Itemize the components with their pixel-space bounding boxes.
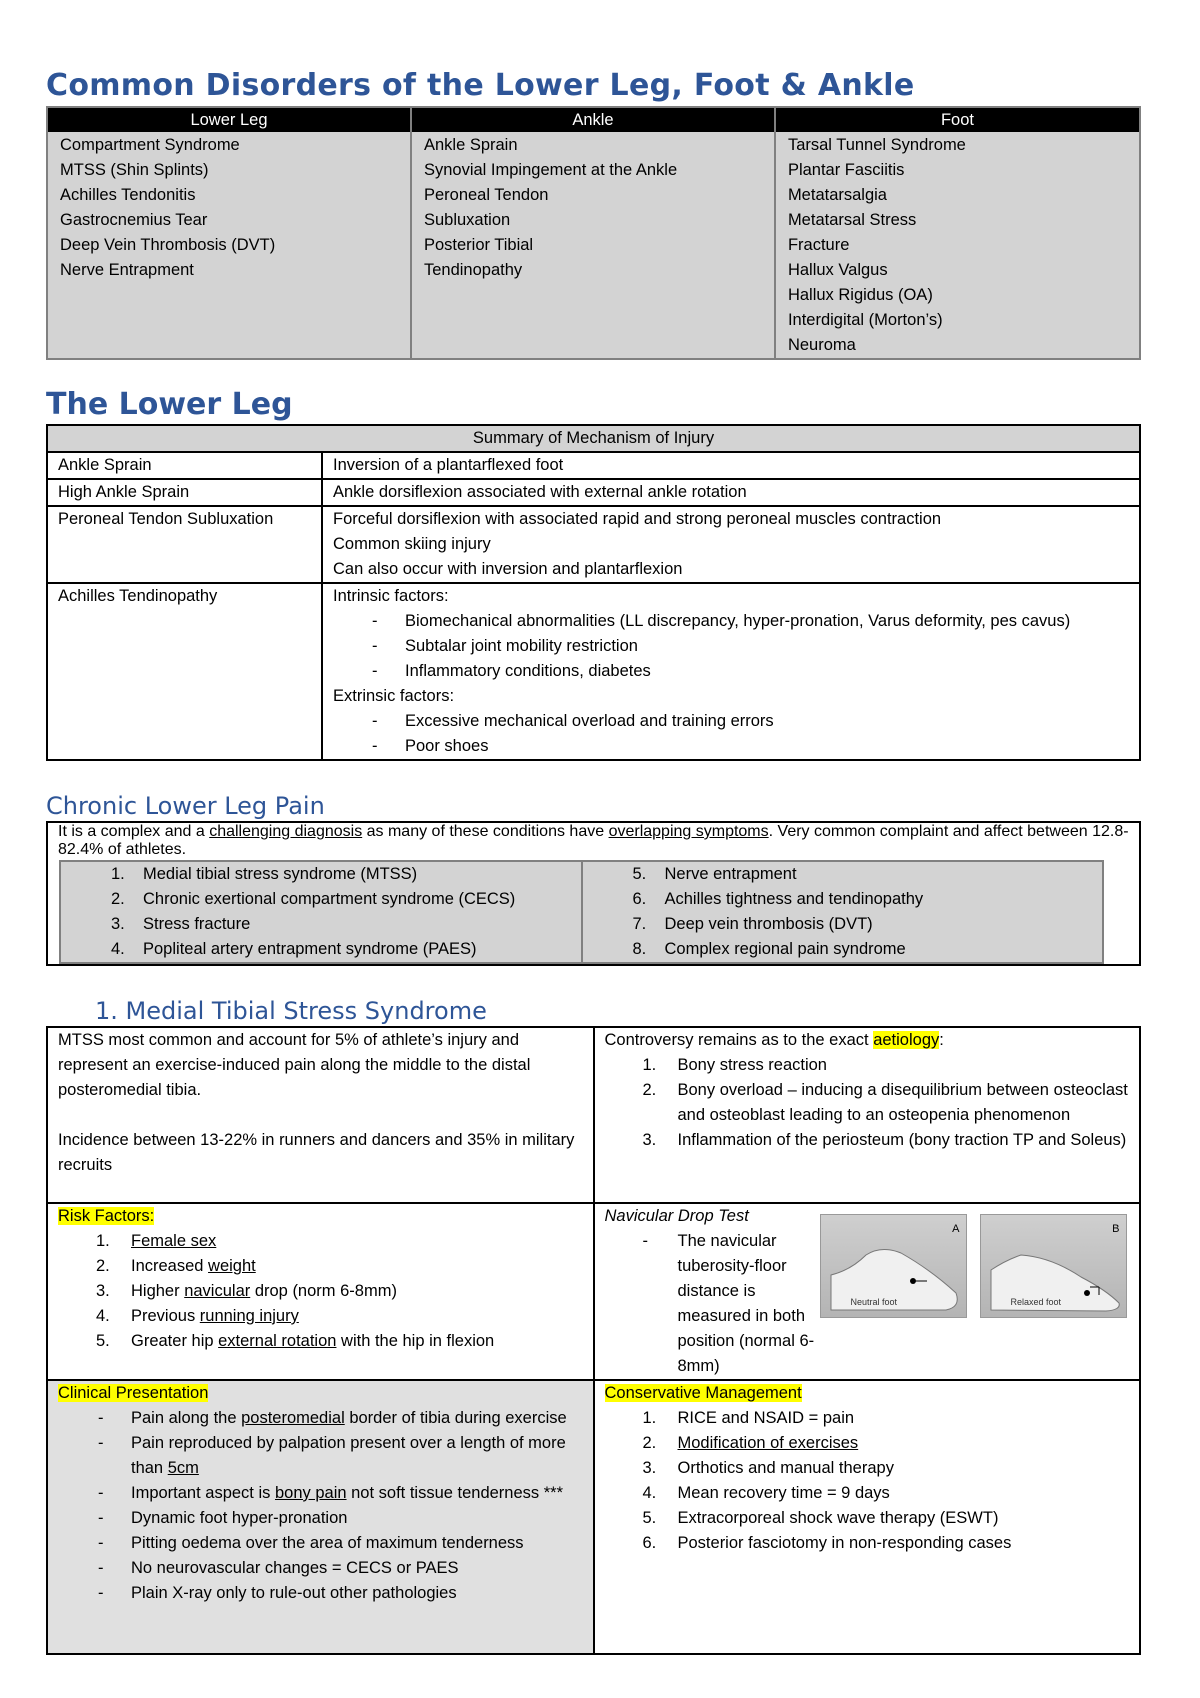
list-item: Nerve Entrapment: [60, 261, 194, 279]
list-item: 5. Greater hip external rotation with the hip in flexion: [96, 1332, 495, 1350]
intro-underline: challenging diagnosis: [209, 823, 363, 840]
list-item: - Important aspect is bony pain not soft tissue tenderness ***: [131, 1481, 583, 1506]
moi-name: Achilles Tendinopathy: [47, 583, 322, 760]
table-row: [47, 479, 1140, 506]
list-item: Hallux Valgus: [787, 261, 888, 279]
chronic-title: Chronic Lower Leg Pain: [46, 792, 325, 820]
mtss-desc: MTSS most common and account for 5% of athlete’s injury and represent an exercise-induced pain along the middle to the distal posteromedial tibia.: [58, 1031, 531, 1099]
list-item: Neuroma: [787, 336, 856, 354]
list-item: - Biomechanical abnormalities (LL discrepancy, hyper-pronation, Varus deformity, pes cavus): [405, 609, 1129, 634]
chronic-left: [60, 861, 582, 963]
list-item: Compartment Syndrome: [60, 136, 240, 154]
list-item: Synovial Impingement at the Ankle: [423, 161, 678, 179]
intro-text: as many of these conditions have: [362, 823, 609, 840]
list-item: Achilles Tendonitis: [60, 186, 196, 204]
moi-header: Summary of Mechanism of Injury: [47, 425, 1140, 452]
list-item: 8. Complex regional pain syndrome: [632, 940, 906, 958]
list-item: 5. Nerve entrapment: [632, 865, 797, 883]
controversy-line: Controversy remains as to the exact aetiology:: [604, 1031, 944, 1049]
table-row: [47, 583, 1140, 760]
clinical-cell: [47, 1380, 594, 1654]
risk-cell: [47, 1203, 594, 1380]
table-row: [47, 452, 1140, 479]
list-item: - Poor shoes: [405, 734, 1129, 759]
disorders-table: [46, 106, 1141, 360]
photo-a-label: A: [952, 1223, 960, 1235]
intrinsic-list: [333, 609, 1129, 684]
list-item: - Dynamic foot hyper-pronation: [131, 1506, 583, 1531]
list-item: - Pain along the posteromedial border of tibia during exercise: [131, 1406, 583, 1431]
intro-underline: overlapping symptoms: [608, 823, 769, 840]
col-header-foot: Foot: [775, 107, 1140, 132]
list-item: 3. Higher navicular drop (norm 6-8mm): [96, 1282, 397, 1300]
dash: -: [642, 1232, 648, 1250]
mtss-title: 1. Medial Tibial Stress Syndrome: [95, 997, 487, 1025]
moi-line: Can also occur with inversion and plantarflexion: [333, 560, 683, 578]
photo-a-caption: Neutral foot: [850, 1297, 898, 1307]
list-item: Interdigital (Morton’s): [787, 311, 943, 329]
chronic-intro: [58, 823, 1129, 859]
list-item: 1. RICE and NSAID = pain: [642, 1409, 855, 1427]
moi-text: Ankle dorsiflexion associated with external ankle rotation: [322, 479, 1140, 506]
list-item: Subluxation: [423, 211, 511, 229]
list-item: 2. Bony overload – inducing a disequilibrium between osteoclast and osteoblast leading to an osteopenia phenomenon: [642, 1081, 1128, 1124]
list-item: - Subtalar joint mobility restriction: [405, 634, 1129, 659]
chronic-list-table: [59, 860, 1104, 964]
list-item: Deep Vein Thrombosis (DVT): [60, 236, 276, 254]
list-item: 5. Extracorporeal shock wave therapy (ESWT): [642, 1509, 999, 1527]
list-item: 1. Bony stress reaction: [642, 1056, 827, 1074]
list-item: MTSS (Shin Splints): [60, 161, 209, 179]
photo-b-caption: Relaxed foot: [1010, 1297, 1062, 1307]
list-item: 2. Modification of exercises: [642, 1434, 859, 1452]
list-item: 2. Chronic exertional compartment syndrome (CECS): [111, 890, 516, 908]
list-item: 1. Medial tibial stress syndrome (MTSS): [111, 865, 418, 883]
foot-cell: [775, 132, 1140, 359]
mtss-aetiology-cell: [594, 1027, 1141, 1203]
ankle-cell: [411, 132, 775, 359]
list-item: 3. Inflammation of the periosteum (bony traction TP and Soleus): [642, 1131, 1127, 1149]
navicular-photo-b: [980, 1214, 1127, 1318]
list-item: 1. Female sex: [96, 1232, 217, 1250]
list-item: - Pitting oedema over the area of maximum tenderness: [131, 1531, 583, 1556]
col-header-lower-leg: Lower Leg: [47, 107, 411, 132]
photo-b-label: B: [1112, 1223, 1120, 1235]
extrinsic-list: [333, 709, 1129, 759]
ndt-title: Navicular Drop Test: [604, 1207, 749, 1225]
list-item: - Pain reproduced by palpation present over a length of more than 5cm: [131, 1431, 583, 1481]
moi-line: Forceful dorsiflexion with associated rapid and strong peroneal muscles contraction: [333, 510, 942, 528]
list-item: 4. Mean recovery time = 9 days: [642, 1484, 890, 1502]
page: [46, 66, 1141, 1655]
lower-leg-title: The Lower Leg: [46, 387, 293, 422]
aetiology-highlight: aetiology: [873, 1031, 940, 1049]
list-item: Posterior Tibial: [423, 236, 534, 254]
list-item: Metatarsal Stress: [787, 211, 917, 229]
list-item: 3. Stress fracture: [111, 915, 251, 933]
moi-table: [46, 424, 1141, 761]
list-item: - Inflammatory conditions, diabetes: [405, 659, 1129, 684]
mtss-table: [46, 1026, 1141, 1655]
intro-text: It is a complex and a: [58, 823, 210, 840]
ndt-cell: [594, 1203, 1141, 1380]
ndt-text-wrap: [605, 1229, 818, 1379]
ndt-text: The navicular tuberosity-floor distance is measured in both position (normal 6-8mm): [677, 1232, 815, 1375]
intro-text: . Very common complaint and affect between 12.8-82.4% of athletes.: [58, 823, 1129, 858]
risk-title: Risk Factors:: [58, 1207, 155, 1225]
list-item: 4. Popliteal artery entrapment syndrome (PAES): [111, 940, 477, 958]
moi-text: [322, 506, 1140, 583]
list-item: Fracture: [787, 236, 850, 254]
page-title: Common Disorders of the Lower Leg, Foot & Ankle: [46, 68, 915, 103]
list-item: Gastrocnemius Tear: [60, 211, 208, 229]
list-item: Peroneal Tendon: [423, 186, 549, 204]
list-item: 6. Achilles tightness and tendinopathy: [632, 890, 924, 908]
chronic-right: [582, 861, 1104, 963]
col-header-ankle: Ankle: [411, 107, 775, 132]
extrinsic-label: Extrinsic factors:: [333, 687, 455, 705]
list-item: Tendinopathy: [423, 261, 523, 279]
moi-text: [322, 583, 1140, 760]
conservative-title: Conservative Management: [604, 1384, 802, 1402]
table-row: [47, 506, 1140, 583]
list-item: 4. Previous running injury: [96, 1307, 299, 1325]
navicular-photo-a: [820, 1214, 967, 1318]
list-item: 3. Orthotics and manual therapy: [642, 1459, 894, 1477]
list-item: 7. Deep vein thrombosis (DVT): [632, 915, 873, 933]
intrinsic-label: Intrinsic factors:: [333, 587, 449, 605]
list-item: - Plain X-ray only to rule-out other pathologies: [131, 1581, 583, 1606]
moi-name: High Ankle Sprain: [47, 479, 322, 506]
list-item: Ankle Sprain: [423, 136, 518, 154]
list-item: Hallux Rigidus (OA): [787, 286, 933, 304]
moi-name: Peroneal Tendon Subluxation: [47, 506, 322, 583]
list-item: - Excessive mechanical overload and training errors: [405, 709, 1129, 734]
moi-line: Common skiing injury: [333, 535, 491, 553]
list-item: 6. Posterior fasciotomy in non-responding cases: [642, 1534, 1012, 1552]
list-item: Plantar Fasciitis: [787, 161, 905, 179]
list-item: 2. Increased weight: [96, 1257, 256, 1275]
moi-name: Ankle Sprain: [47, 452, 322, 479]
list-item: - No neurovascular changes = CECS or PAES: [131, 1556, 583, 1581]
list-item: Tarsal Tunnel Syndrome: [787, 136, 966, 154]
moi-text: Inversion of a plantarflexed foot: [322, 452, 1140, 479]
mtss-incidence: Incidence between 13-22% in runners and dancers and 35% in military recruits: [58, 1131, 575, 1174]
mtss-desc-cell: [47, 1027, 594, 1203]
conservative-cell: [594, 1380, 1141, 1654]
chronic-box: [46, 821, 1141, 966]
list-item: Metatarsalgia: [787, 186, 887, 204]
lower-leg-cell: [47, 132, 411, 359]
clinical-title: Clinical Presentation: [58, 1384, 209, 1402]
